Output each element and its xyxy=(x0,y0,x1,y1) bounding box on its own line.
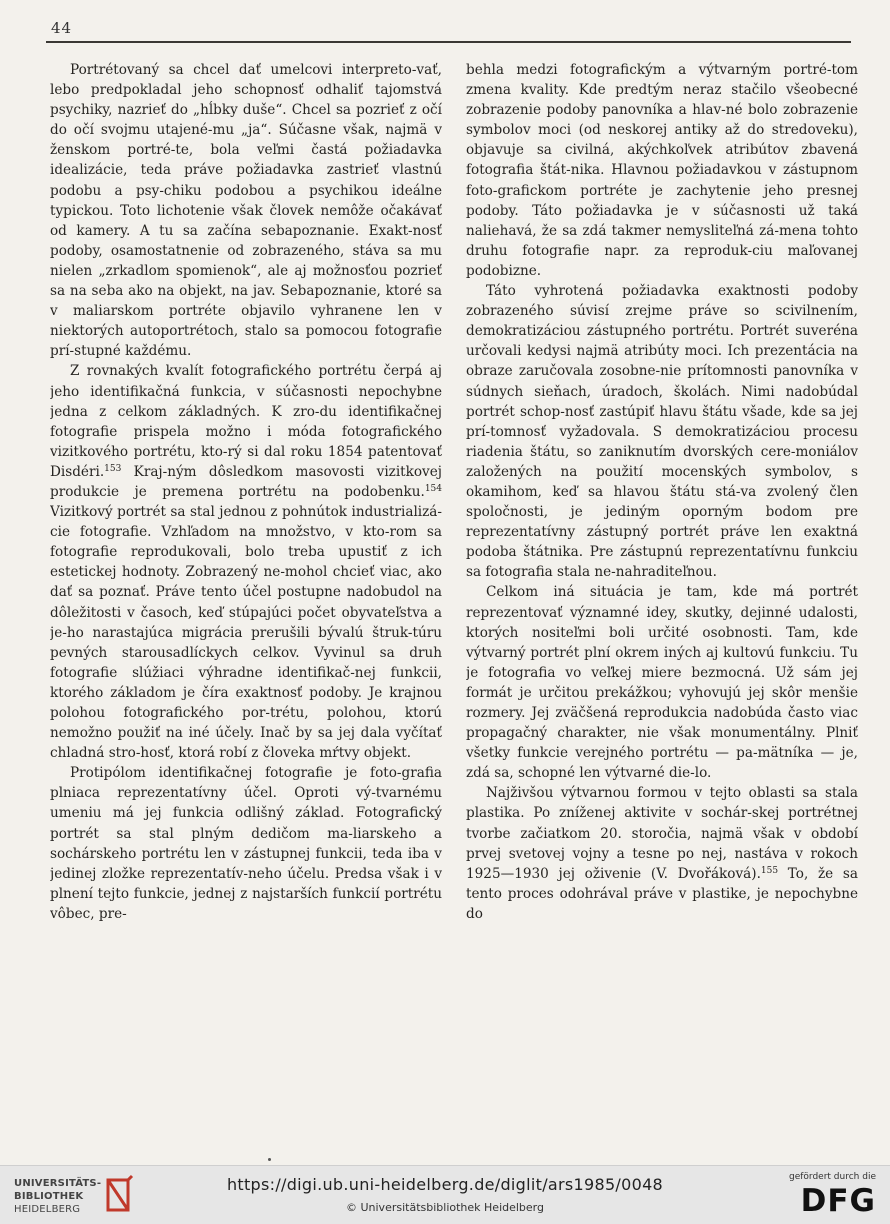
text-run: To, že sa tento proces odohrával práve v plastike, je nepochybne do xyxy=(466,865,858,922)
left-paragraph-2 xyxy=(50,361,442,763)
left-text-column xyxy=(50,60,442,1135)
page-number: 44 xyxy=(51,19,73,37)
text-run: Najživšou výtvarnou formou v tejto oblasti sa stala plastika. Po zníženej aktivite v sochár-skej portrétnej tvorbe začiatkom 20. storočia, najmä však v období prvej svetovej vojny a tesne po nej, nastáva v rokoch 1925—1930 jej oživenie (V. Dvořáková). xyxy=(466,785,858,882)
header-rule xyxy=(46,41,851,43)
left-paragraph-3: Protipólom identifikačnej fotografie je foto-grafia plniaca reprezentatívny účel. Oproti vý-tvarnému umeniu má jej funkcia odlišný základ. Fotografický portrét sa stal plným dedičom ma-liarskeho a sochárskeho portrétu len v zástupnej funkcii, teda iba v jedinej zložke reprezentatív-neho účelu. Predsa však i v plnení tejto funkcie, jednej z najstarších funkcií portrétu vôbec, pre- xyxy=(50,765,442,922)
logo-line-3: HEIDELBERG xyxy=(14,1204,81,1215)
copyright-text: © Universitätsbibliothek Heidelberg xyxy=(345,1201,544,1214)
right-paragraph-1: behla medzi fotografickým a výtvarným portré-tom zmena kvality. Kde predtým neraz stačilo všeobecné zobrazenie podoby panovníka a hlav-né bolo zobrazenie symbolov moci (od neskorej antiky až do stredoveku), objavuje sa civilná, akýchkoľvek atribútov zbavená fotografia štát-nika. Hlavnou požiadavkou v zástupnom foto-grafickom portréte je zachytenie jeho presnej podoby. Táto požiadavka je v súčasnosti už taká naliehavá, že sa zdá takmer nemysliteľná zá-mena tohto druhu fotografie napr. za reproduk-ciu maľovanej podobizne. xyxy=(466,62,858,279)
logo-line-1: UNIVERSITÄTS- xyxy=(14,1178,102,1189)
scan-speck xyxy=(268,1158,271,1161)
dfg-logo[interactable]: DFG xyxy=(800,1183,876,1219)
document-url-link[interactable]: https://digi.ub.uni-heidelberg.de/diglit/ars1985/0048 xyxy=(226,1175,664,1194)
footnote-ref-154[interactable]: 154 xyxy=(424,483,442,494)
right-paragraph-3: Celkom iná situácia je tam, kde má portrét reprezentovať významné idey, skutky, dejinné udalosti, ktorých nositeľmi boli určité osobnosti. Tam, kde výtvarný portrét plní okrem iných aj kultovú funkciu. Tu je fotografia vo veľkej miere bezmocná. Už sám jej formát je určitou prekážkou; vyhovujú jej skôr menšie rozmery. Jej zväčšená reprodukcia nadobúda často viac propagačný charakter, nie však monumentálny. Plniť všetky funkcie verejného portrétu — pa-mätníka — je, zdá sa, schopné len výtvarné die-lo. xyxy=(466,584,858,782)
right-text-column xyxy=(466,60,858,1135)
footnote-ref-155[interactable]: 155 xyxy=(760,865,779,876)
dfg-caption: gefördert durch die xyxy=(789,1172,876,1182)
footer-bar xyxy=(0,1165,890,1224)
logo-line-2: BIBLIOTHEK xyxy=(14,1191,84,1202)
right-paragraph-4 xyxy=(466,783,858,924)
right-paragraph-2: Táto vyhrotená požiadavka exaktnosti podoby zobrazeného súvisí zrejme práve so scivilnením, demokratizáciou zástupného portrétu. Portrét suveréna určovali kedysi najmä atribúty moci. Ich prezentácia na obraze zaručovala zosobne-nie prítomnosti panovníka v súdnych sieňach, úradoch, školách. Nimi nadobúdal portrét schop-nosť zastúpiť hlavu štátu všade, kde sa jej prí-tomnosť vyžadovala. S demokratizáciou procesu riadenia štátu, so zaniknutím dvorských cere-moniálov založených na použití mocenských symbolov, s okamihom, keď sa hlavou štátu stá-va zvolený člen spoločnosti, je jediným oporným bodom pre reprezentatívny zástupný portrét práve len exaktná podoba štátnika. Pre zástupnú reprezentatívnu funkciu sa fotografia stala ne-nahraditeľnou. xyxy=(466,283,858,581)
left-paragraph-1: Portrétovaný sa chcel dať umelcovi interpreto-vať, lebo predpokladal jeho schopnosť odhaliť tajomstvá psychiky, nazrieť do „hĺbky duše“. Chcel sa pozrieť z očí do očí svojmu utajené-mu „ja“. Súčasne však, najmä v ženskom portré-te, bola veľmi častá požiadavka idealizácie, teda práve požiadavka zastrieť vlastnú podobu a psy-chiku podobou a psychikou ideálne typickou. Toto lichotenie však človek nemôže očakávať od kamery. A tu sa začína sebapoznanie. Exakt-nosť podoby, osamostatnenie od zobrazeného, stáva sa mu nielen „zrkadlom spomienok“, ale aj možnosťou pozrieť sa na seba ako na objekt, na jav. Sebapoznanie, ktoré sa v maliarskom portréte objavilo vyhranene len v niektorých autoportrétoch, stalo sa pomocou fotografie prí-stupné každému. xyxy=(50,62,442,360)
text-run: Kraj-ným dôsledkom masovosti vizitkovej produkcie je premena portrétu na podobenku. xyxy=(50,463,442,500)
text-run: Vizitkový portrét sa stal jednou z pohnútok industrializá-cie fotografie. Vzhľadom na množstvo, v kto-rom sa fotografie reprodukovali, bolo treba upustiť z ich estetickej hodnoty. Zobrazený ne-mohol chcieť viac, ako dať sa poznať. Práve tento účel postupne nadobudol na dôležitosti v časoch, keď stúpajúci počet obyvateľstva a je-ho narastajúca migrácia prerušili bývalú štruk-túru pevných starousadlíckych celkov. Vyvinul sa druh fotografie slúžiaci výhradne identifikač-nej funkcii, ktorého základom je číra exaktnosť podoby. Je krajnou polohou fotografického por-trétu, polohou, ktorú nemožno použiť na iné účely. Inač by sa jej dala vyčítať chladná stro-hosť, ktorá robí z človeka mŕtvy objekt. xyxy=(50,504,442,762)
footnote-ref-153[interactable]: 153 xyxy=(104,463,122,474)
text-run: Z rovnakých kvalít fotografického portrétu čerpá aj jeho identifikačná funkcia, v súčasnosti nepochybne jedna z celkom základných. K zro-du identifikačnej fotografie prispela možno i móda fotografického vizitkového portrétu, kto-rý si dal roku 1854 patentovať Disdéri. xyxy=(50,363,442,480)
